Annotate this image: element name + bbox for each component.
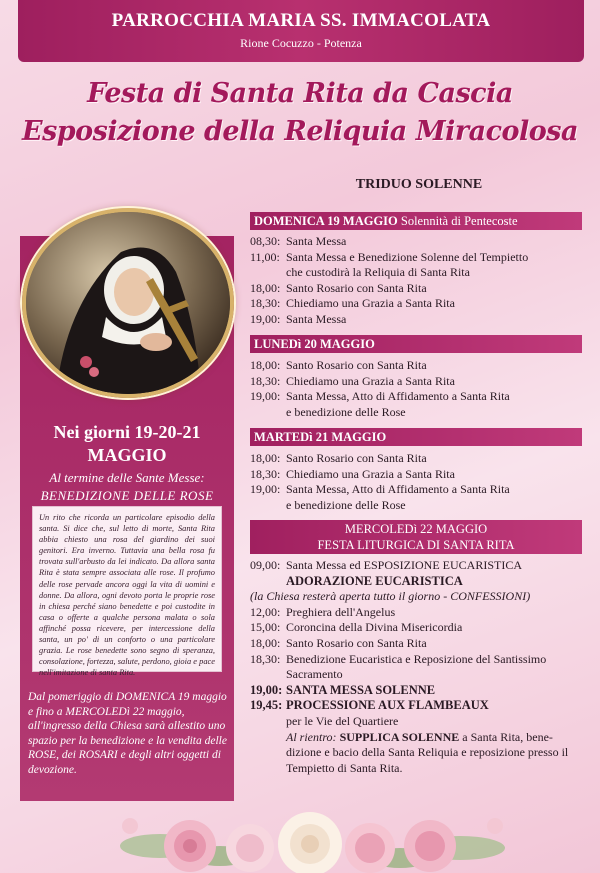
activity: Santa Messa bbox=[286, 311, 347, 326]
parish-name: PARROCCHIA MARIA SS. IMMACOLATA bbox=[111, 10, 491, 31]
activity: che custodirà la Reliquia di Santa Rita bbox=[286, 265, 470, 280]
day3-bar bbox=[250, 428, 582, 446]
time: 18,00: bbox=[250, 358, 281, 372]
time: 18,30: bbox=[250, 466, 281, 481]
time: 18,00: bbox=[250, 451, 281, 465]
activity: e benedizione delle Rose bbox=[286, 404, 406, 419]
schedule-row bbox=[250, 605, 585, 621]
activity-continued: dizione e bacio della Santa Reliquia e reposizione presso il bbox=[286, 745, 569, 760]
activity: Coroncina della Divina Misericordia bbox=[286, 620, 463, 635]
time: 18,30: bbox=[250, 373, 281, 388]
day1-date: DOMENICA 19 MAGGIO bbox=[254, 214, 398, 228]
schedule-row bbox=[250, 698, 585, 714]
activity: Chiediamo una Grazia a Santa Rita bbox=[286, 296, 455, 311]
return-line bbox=[250, 730, 585, 746]
activity: Santa Messa, Atto di Affidamento a Santa Rita bbox=[286, 389, 510, 404]
time: 12,00: bbox=[250, 604, 281, 619]
time: 19,00: bbox=[250, 482, 281, 497]
roses-sale-notice: Dal pomeriggio di DOMENICA 19 maggio e fino a MERCOLEDì 22 maggio, all'ingresso della Chiesa sarà allestito uno spazio per la benedizione e la vendita delle ROSE, dei ROSARI e degli altri oggetti di devozione. bbox=[28, 691, 227, 776]
activity: Santo Rosario con Santa Rita bbox=[286, 358, 427, 372]
schedule-row bbox=[250, 467, 585, 483]
activity: SANTA MESSA SOLENNE bbox=[286, 682, 436, 697]
activity: PROCESSIONE AUX FLAMBEAUX bbox=[286, 698, 489, 713]
time: 18,30: bbox=[250, 296, 281, 311]
day2-bar bbox=[250, 335, 582, 353]
time: 09,00: bbox=[250, 558, 281, 572]
activity: Santo Rosario con Santa Rita bbox=[286, 635, 427, 650]
schedule-row bbox=[250, 652, 585, 668]
days-month: MAGGIO bbox=[87, 445, 167, 465]
schedule-row bbox=[250, 312, 585, 328]
time: 18,30: bbox=[250, 651, 281, 666]
saint-portrait bbox=[22, 208, 234, 398]
schedule-row bbox=[250, 358, 585, 374]
day4-bar bbox=[250, 520, 582, 554]
activity: Santa Messa ed ESPOSIZIONE EUCARISTICA bbox=[286, 558, 522, 572]
supplica-text: a Santa Rita, bene- bbox=[459, 729, 553, 744]
day1-bar bbox=[250, 212, 582, 230]
roses-decoration bbox=[100, 786, 520, 873]
saint-rita-illustration bbox=[26, 212, 230, 394]
schedule-row bbox=[250, 374, 585, 390]
triduo-heading: TRIDUO SOLENNE bbox=[355, 177, 483, 192]
roses-blessing: BENEDIZIONE DELLE ROSE bbox=[40, 488, 214, 503]
activity: Preghiera dell'Angelus bbox=[286, 604, 396, 619]
activity-continued: Sacramento bbox=[286, 667, 343, 682]
time: 19,45: bbox=[250, 698, 283, 713]
time: 19,00: bbox=[250, 389, 281, 404]
day2-date: LUNEDì 20 MAGGIO bbox=[254, 337, 375, 351]
header-banner bbox=[18, 0, 584, 62]
roses-description: Un rito che ricorda un particolare episodio della santa. Si dice che, sul letto di morte, Santa Rita abbia chiesto una rosa del giardino dei suoi genitori. Era inverno. Tuttavia una bella rosa fu trovata sull'arbusto da lei indicato. Da allora santa Rita è stata sempre associata alle rose. Il profumo delle rose pervade ancora oggi la vita di uomini e donne. Da allora, ogni devoto porta le proprie rose in chiesa perché siano benedette e poi custodite in casa o offerte a qualche persona malata o sola affinché possa ricevere, per intercessione della santa, un po' di un conforto o una particolare grazia. Le rose benedette sono segno di speranza, consolazione, fortezza, salute, perdono, gioia e pace nell'imitazione di santa Rita. bbox=[32, 506, 222, 672]
parish-location: Rione Cocuzzo - Potenza bbox=[240, 36, 362, 50]
time bbox=[250, 405, 286, 421]
time: 19,00: bbox=[250, 682, 283, 697]
activity: Benedizione Eucaristica e Reposizione del Santissimo bbox=[286, 651, 547, 666]
activity: Chiediamo una Grazia a Santa Rita bbox=[286, 373, 455, 388]
schedule-row bbox=[250, 389, 585, 405]
schedule-row bbox=[250, 498, 585, 514]
day4-date: MERCOLEDì 22 MAGGIO bbox=[344, 522, 488, 536]
supplica-label: SUPPLICA SOLENNE bbox=[339, 729, 460, 744]
time: 15,00: bbox=[250, 620, 281, 635]
schedule-row bbox=[250, 558, 585, 574]
day1-schedule bbox=[250, 234, 585, 328]
schedule-row bbox=[250, 636, 585, 652]
time: 18,00: bbox=[250, 280, 281, 295]
schedule-row bbox=[250, 250, 585, 266]
activity: Santo Rosario con Santa Rita bbox=[286, 451, 427, 465]
time bbox=[250, 265, 286, 281]
activity-continued: Tempietto di Santa Rita. bbox=[286, 760, 403, 775]
blessing-days bbox=[20, 422, 234, 504]
activity: Santo Rosario con Santa Rita bbox=[286, 280, 427, 295]
day2-schedule bbox=[250, 358, 585, 420]
event-title: Festa di Santa Rita da Cascia bbox=[87, 78, 513, 109]
return-label: Al rientro: bbox=[286, 729, 337, 744]
time bbox=[250, 498, 286, 514]
activity: e benedizione delle Rose bbox=[286, 497, 406, 512]
schedule-row bbox=[250, 482, 585, 498]
activity: Santa Messa, Atto di Affidamento a Santa Rita bbox=[286, 482, 510, 497]
day1-note: Solennità di Pentecoste bbox=[400, 214, 518, 228]
time: 11,00: bbox=[250, 249, 280, 264]
time: 19,00: bbox=[250, 311, 281, 326]
days-note: Al termine delle Sante Messe: bbox=[49, 470, 205, 485]
time: 08,30: bbox=[250, 234, 281, 248]
activity: Santa Messa bbox=[286, 234, 347, 248]
day4-feast: FESTA LITURGICA DI SANTA RITA bbox=[317, 538, 515, 552]
schedule-row bbox=[250, 405, 585, 421]
schedule-row bbox=[250, 451, 585, 467]
schedule-row bbox=[250, 265, 585, 281]
schedule-row bbox=[250, 683, 585, 699]
roses-illustration bbox=[100, 786, 520, 873]
schedule-row bbox=[250, 620, 585, 636]
time: 18,00: bbox=[250, 635, 281, 650]
adoration-line: ADORAZIONE EUCARISTICA bbox=[286, 573, 463, 588]
procession-route: per le Vie del Quartiere bbox=[286, 713, 399, 728]
activity: Santa Messa e Benedizione Solenne del Tempietto bbox=[286, 249, 529, 264]
day4-schedule bbox=[250, 558, 585, 776]
day3-schedule bbox=[250, 451, 585, 513]
activity: Chiediamo una Grazia a Santa Rita bbox=[286, 466, 455, 481]
days-heading: Nei giorni 19-20-21 bbox=[53, 422, 201, 442]
event-subtitle: Esposizione della Reliquia Miracolosa bbox=[22, 116, 578, 147]
church-open-note: (la Chiesa resterà aperta tutto il giorno - CONFESSIONI) bbox=[250, 589, 531, 604]
schedule-row bbox=[250, 296, 585, 312]
day3-date: MARTEDì 21 MAGGIO bbox=[254, 430, 387, 444]
schedule-row bbox=[250, 234, 585, 250]
schedule-row bbox=[250, 281, 585, 297]
